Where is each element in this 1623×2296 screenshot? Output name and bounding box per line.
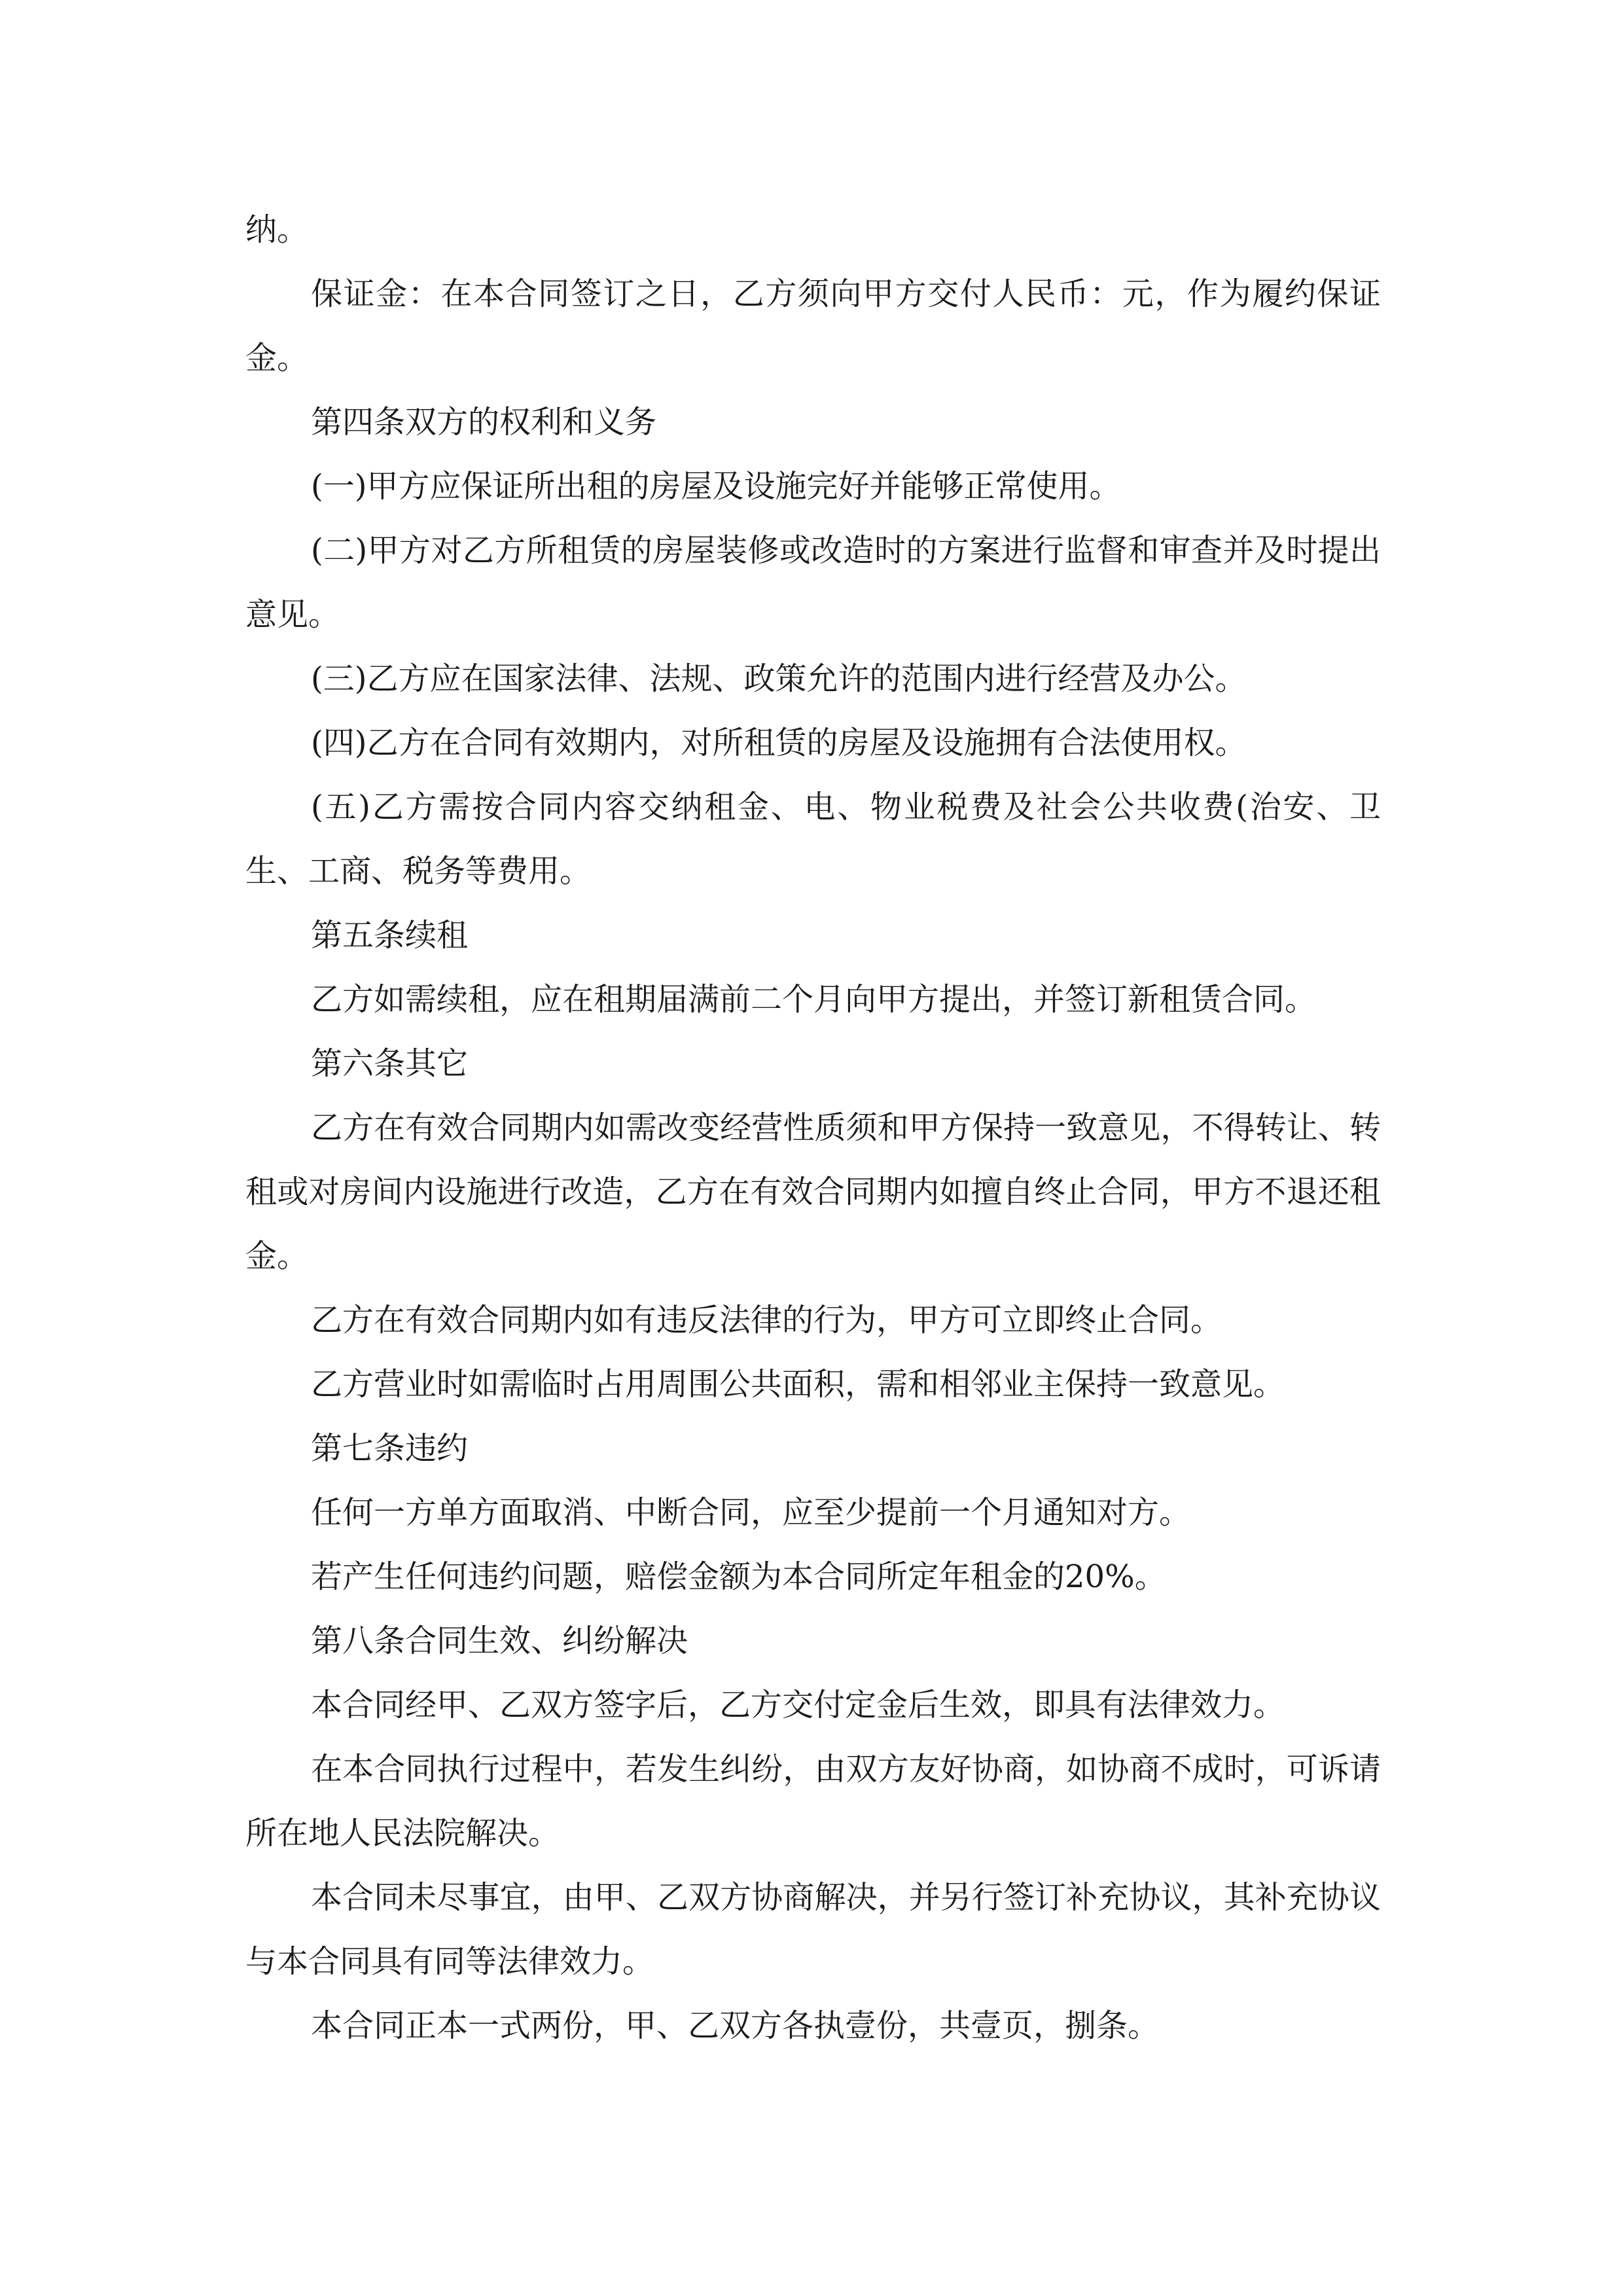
paragraph-clause-4-2: (二)甲方对乙方所租赁的房屋装修或改造时的方案进行监督和审查并及时提出意见。 bbox=[245, 532, 1381, 633]
paragraph-other-3: 乙方营业时如需临时占用周围公共面积，需和相邻业主保持一致意见。 bbox=[311, 1366, 1285, 1403]
paragraph-clause-4-3: (三)乙方应在国家法律、法规、政策允许的范围内进行经营及办公。 bbox=[311, 660, 1247, 697]
section-heading-article-5: 第五条续租 bbox=[311, 917, 469, 954]
paragraph-other-1: 乙方在有效合同期内如需改变经营性质须和甲方保持一致意见，不得转让、转租或对房间内设施进行改造，乙方在有效合同期内如擅自终止合同，甲方不退还租金。 bbox=[245, 1109, 1381, 1274]
paragraph-effect-3: 本合同未尽事宜，由甲、乙双方协商解决，并另行签订补充协议，其补充协议与本合同具有同等法律效力。 bbox=[245, 1879, 1381, 1980]
paragraph-other-2: 乙方在有效合同期内如有违反法律的行为，甲方可立即终止合同。 bbox=[311, 1302, 1222, 1338]
paragraph-deposit: 保证金：在本合同签订之日，乙方须向甲方交付人民币：元，作为履约保证金。 bbox=[245, 276, 1381, 376]
paragraph-breach-2: 若产生任何违约问题，赔偿金额为本合同所定年租金的20%。 bbox=[311, 1558, 1166, 1595]
paragraph-continuation: 纳。 bbox=[245, 211, 309, 248]
paragraph-renewal: 乙方如需续租，应在租期届满前二个月向甲方提出，并签订新租赁合同。 bbox=[311, 981, 1317, 1018]
paragraph-effect-1: 本合同经甲、乙双方签字后，乙方交付定金后生效，即具有法律效力。 bbox=[311, 1687, 1285, 1723]
paragraph-clause-4-4: (四)乙方在合同有效期内，对所租赁的房屋及设施拥有合法使用权。 bbox=[311, 725, 1247, 761]
document-body bbox=[245, 198, 1381, 2058]
paragraph-breach-1: 任何一方单方面取消、中断合同，应至少提前一个月通知对方。 bbox=[311, 1494, 1191, 1531]
section-heading-article-8: 第八条合同生效、纠纷解决 bbox=[311, 1623, 688, 1659]
section-heading-article-6: 第六条其它 bbox=[311, 1045, 469, 1082]
section-heading-article-4: 第四条双方的权利和义务 bbox=[311, 404, 657, 440]
paragraph-clause-4-1: (一)甲方应保证所出租的房屋及设施完好并能够正常使用。 bbox=[311, 468, 1121, 505]
paragraph-clause-4-5: (五)乙方需按合同内容交纳租金、电、物业税费及社会公共收费(治安、卫生、工商、税务等费用。 bbox=[245, 789, 1381, 889]
paragraph-effect-4: 本合同正本一式两份，甲、乙双方各执壹份，共壹页，捌条。 bbox=[311, 2007, 1160, 2044]
paragraph-effect-2: 在本合同执行过程中，若发生纠纷，由双方友好协商，如协商不成时，可诉请所在地人民法院解决。 bbox=[245, 1751, 1381, 1852]
section-heading-article-7: 第七条违约 bbox=[311, 1430, 469, 1467]
